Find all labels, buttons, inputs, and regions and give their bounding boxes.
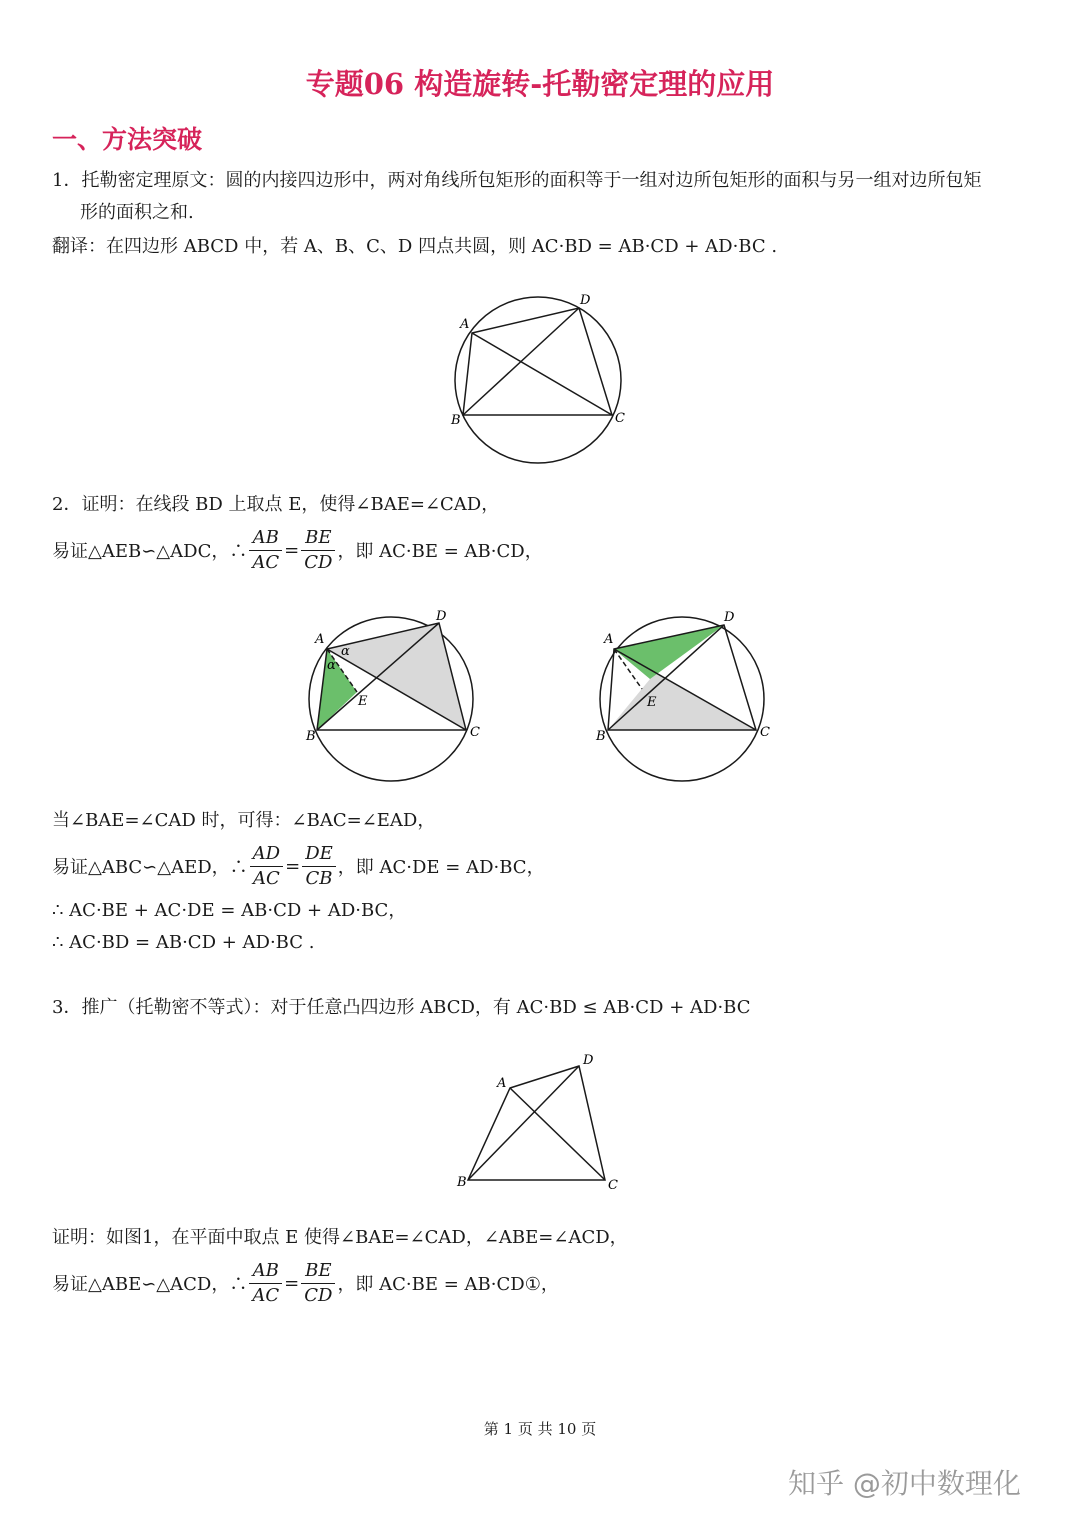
equals-sign: =: [285, 855, 301, 877]
label-d: D: [583, 1053, 594, 1068]
label-a: A: [604, 632, 614, 647]
item2-line2-prefix: 易证△AEB∽△ADC，∴: [52, 541, 248, 562]
item2-line3: 当∠BAE=∠CAD 时，可得：∠BAC=∠EAD，: [52, 810, 436, 831]
fraction-be-cd: [301, 526, 335, 575]
figure-cyclic-quadrilateral: [440, 288, 640, 473]
label-b: B: [457, 1175, 467, 1190]
item3-line3-prefix: 易证△ABE∽△ACD，∴: [52, 1274, 248, 1295]
item3-line2: 证明：如图1，在平面中取点 E 使得∠BAE=∠CAD，∠ABE=∠ACD，: [52, 1227, 628, 1248]
label-e: E: [358, 694, 368, 709]
item3-line3-suffix: ，即 AC·BE = AB·CD①，: [337, 1274, 559, 1295]
item3-line3: [52, 1255, 559, 1311]
frac-denominator: AC: [253, 867, 280, 889]
label-d: D: [436, 609, 447, 624]
frac-numerator: BE: [301, 526, 335, 551]
frac-numerator: DE: [302, 842, 336, 867]
label-a: A: [460, 317, 470, 332]
frac-numerator: AB: [249, 526, 282, 551]
frac-numerator: AB: [249, 1259, 282, 1284]
page-footer: 第 1 页 共 10 页: [483, 1420, 597, 1438]
label-alpha-bottom: α: [327, 658, 336, 673]
fraction-ab-ac: [249, 526, 282, 575]
figure-proof-right: [590, 605, 780, 785]
item2-line2: [52, 522, 543, 578]
label-alpha-top: α: [341, 644, 350, 659]
equals-sign: =: [284, 539, 300, 561]
label-d: D: [724, 610, 735, 625]
frac-numerator: AD: [250, 842, 283, 867]
label-b: B: [596, 729, 606, 744]
label-a: A: [497, 1076, 507, 1091]
quadrilateral-abcd: [463, 308, 612, 415]
item1-line1: 1．托勒密定理原文：圆的内接四边形中，两对角线所包矩形的面积等于一组对边所包矩形的面积与另一组对边所包矩: [52, 170, 982, 191]
fraction-ab-ac-2: [249, 1259, 282, 1308]
frac-denominator: CB: [305, 867, 333, 889]
fraction-ad-ac: [250, 842, 283, 891]
label-b: B: [451, 413, 461, 428]
item2-line6: ∴ AC·BD = AB·CD + AD·BC .: [52, 932, 315, 953]
fraction-be-cd-2: [301, 1259, 335, 1308]
frac-denominator: AC: [252, 551, 280, 573]
label-c: C: [470, 725, 480, 740]
fraction-de-cb: [302, 842, 336, 891]
quadrilateral-abcd: [468, 1066, 605, 1180]
label-a: A: [315, 632, 325, 647]
item1-translation: 翻译：在四边形 ABCD 中，若 A、B、C、D 四点共圆，则 AC·BD = AB·CD + AD·BC .: [52, 236, 778, 257]
figure-proof-left: [300, 605, 490, 785]
label-c: C: [615, 411, 625, 426]
diagonal-ac: [510, 1088, 605, 1180]
diagonal-bd: [463, 308, 579, 415]
frac-denominator: CD: [304, 551, 333, 573]
page-title: 专题06 构造旋转-托勒密定理的应用: [305, 67, 775, 101]
frac-numerator: BE: [301, 1259, 335, 1284]
item3-line1: 3．推广（托勒密不等式）：对于任意凸四边形 ABCD，有 AC·BD ≤ AB·CD + AD·BC: [52, 997, 751, 1018]
section-heading: 一、方法突破: [52, 125, 203, 154]
label-b: B: [306, 729, 316, 744]
equals-sign: =: [284, 1272, 300, 1294]
label-d: D: [580, 293, 591, 308]
circle: [455, 297, 621, 463]
frac-denominator: CD: [304, 1284, 333, 1306]
frac-denominator: AC: [252, 1284, 280, 1306]
label-e: E: [647, 695, 657, 710]
item2-line2-suffix: ，即 AC·BE = AB·CD，: [337, 541, 543, 562]
item2-line4: [52, 838, 545, 894]
item2-line4-suffix: ，即 AC·DE = AD·BC，: [337, 857, 545, 878]
shaded-triangle-aed: [614, 625, 724, 679]
item2-line5: ∴ AC·BE + AC·DE = AB·CD + AD·BC，: [52, 900, 407, 921]
item2-line1: 2．证明：在线段 BD 上取点 E，使得∠BAE=∠CAD，: [52, 494, 500, 515]
label-c: C: [760, 725, 770, 740]
item1-line2: 形的面积之和.: [80, 202, 194, 223]
watermark: 知乎 @初中数理化: [788, 1467, 1021, 1500]
label-c: C: [608, 1178, 618, 1193]
shaded-triangle-adc: [327, 623, 466, 730]
item2-line4-prefix: 易证△ABC∽△AED，∴: [52, 857, 248, 878]
figure-convex-quadrilateral: [450, 1048, 630, 1198]
